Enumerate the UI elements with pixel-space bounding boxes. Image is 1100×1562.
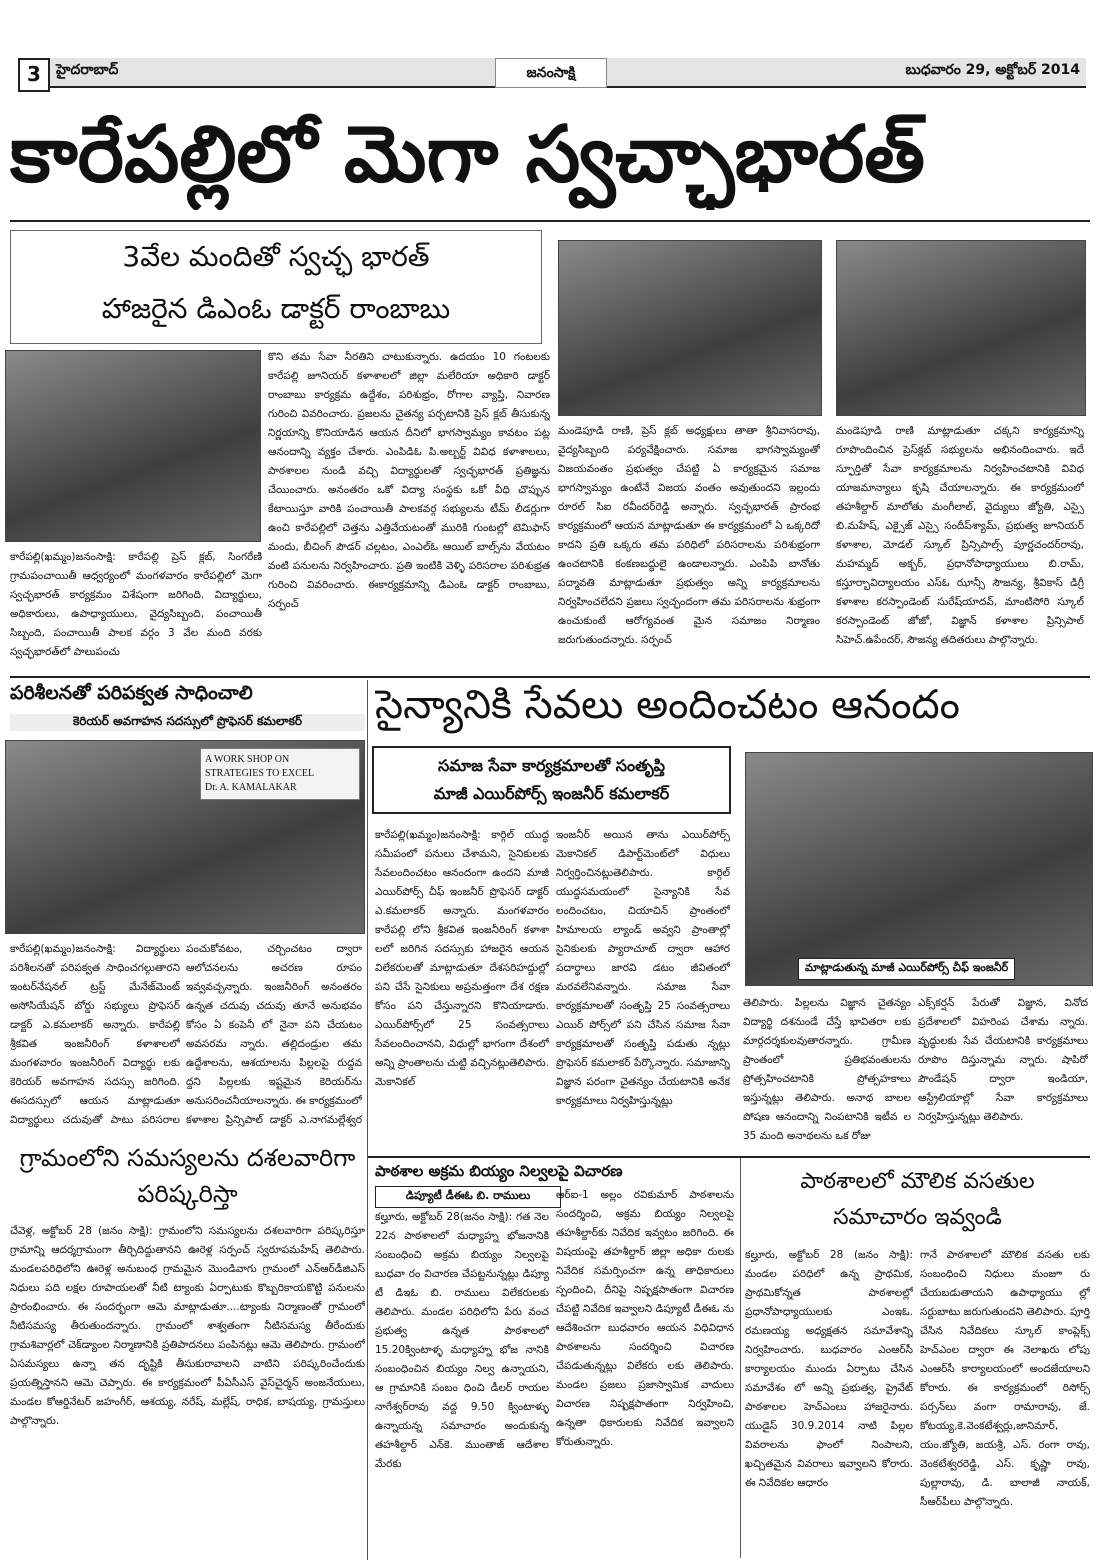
story2-column-2: పంచుకోవటం, చర్చించటం ద్వారా ఆలోచనలను అచరణ రూపం ఇవ్వవచ్చన్నారు. ఇంజనీరింగ్ అనంతరం ఉన్నత చదువు చదువు తూనే అనుభవం కోసం ఏ కంపెనీ లో నైనా పని చేయటం అవసరమ న్నారు. తల్లిదండ్రుల తమ ఉద్దేశాలను, ఆశయాలను పిల్లలపై రుద్దవ ద్దని పిల్లలకు ఇష్టమైన కెరియర్‌ను అనుసరించనీయాలన్నారు. ఈ కార్యక్రమంలో కళాశాల ప్రిన్సిపాల్ డాక్టర్ ఎ.నాగమల్లేశ్వర bbox=[186, 943, 362, 1126]
story5-headline: పాఠశాల అక్రమ బియ్యం నిల్వలపై విచారణ bbox=[375, 1162, 623, 1180]
pledge-photo bbox=[5, 350, 261, 542]
lead-column-2: కొని తమ సేవా నీరతిని చాటుకున్నారు. ఉదయం 10 గంటలకు కారేపల్లి జూనియర్ కళాశాలలో జిల్లా మలేరియా అధికారి డాక్టర్ రాంబాబు కార్యక్రమ ఉద్దేశం, పరిశుభ్రం, రోగాల వ్యాప్తి, నివారణ గురించి వివరించారు. ప్రజలను చైతన్య పర్చటానికి ప్రెస్ క్లబ్ తీసుకున్న నిర్ణయాన్ని కొనియాడిన ఆయన దీనిలో భాగస్వామ్యం కావటం పట్ల ఆనందాన్ని వ్యక్తం చేశారు. ఎంపిడిఓ పి.అల్బర్ట్ వివిధ కళాశాలలు, పాఠశాలల నుండి వచ్చి విద్యార్థులతో స్వచ్ఛభారత్ ప్రతిజ్ఞను చేయించారు. అనంతరం ఒకో విద్యా సంస్థకు ఒకో వీధి చొప్పున కేటాయిస్తూ వారికి పంచాయితీ పాలకవర్గ సభ్యులను టీమ్ లీడర్లుగా ఉంచి కారేపల్లిలో చెత్తను ఎత్తివేయటంతో మురికి గుంటల్లో టెమిఫాస్ మందు, బీచింగ్ పౌడర్ చల్లటం, ఎంఎల్‌ఓ ఆయిల్ బాల్స్‌ను వేయటం వంటి పనులను నిర్వహించారు. ప్రతి ఇంటికి వెళ్ళి పరిసరాల పరిశుభ్రత గురించి వివరించారు. ఈకార్యక్రమాన్ని డిఎంఓ డాక్టర్ రాంబాబు, సర్పంచ్ bbox=[268, 351, 550, 610]
story2-column-1: కారేపల్లి(ఖమ్మం)జనంసాక్షి: విద్యార్థులు పరిశీలనతో పరిపక్వత సాధించగల్గుతారని ఇంటర్‌నేషనల్ ట్రస్ట్ మేనేజ్‌మెంట్ అసోసియేషన్ బోర్డు సభ్యులు ప్రొఫెసర్ డాక్టర్ ఎ.కమలాకర్ అన్నారు. కారేపల్లి శ్రీకవిత ఇంజనీరింగ్ కళాశాలలో మంగళవారం ఇంజనీరింగ్ విద్యార్థు లకు కెరియర్ అవగాహన సదస్సు జరిగింది. ఈసదస్సులో ఆయన మాట్లాడుతూ విద్యార్థులు చదువుతో పాటు పరిసరాల bbox=[10, 943, 180, 1126]
banner-line-1: A WORK SHOP ON bbox=[205, 754, 290, 765]
lead-column-3: మండెపూడి రాణి, ప్రెస్ క్లబ్ అధ్యక్షులు తాతా శ్రీనివాసరావు, వైద్యసిబ్బంది పర్యవేక్షించారు. సమాజ భాగస్వామ్యంతో విజయవంతం ప్రభుత్వం చేపట్టి ఏ కార్యక్రమైన సమాజ భాగస్వామ్యం ఉంటేనే విజయ వంతం అవుతుందని ఇల్లందు రూరల్ సిఐ రవీందర్‌రెడ్డి అన్నారు. స్వచ్ఛభారత్ ప్రారంభ కార్యక్రమంలో ఆయన మాట్లాడుతూ ఈ కార్యక్రమంలో ఏ ఒక్కరిదో కాదని ప్రతి ఒక్కరు తమ పరిధిలో పరిసరాలను పరిశుభ్రంగా ఉంచటానికి కంకణబద్ధులై ఉండాలన్నారు. ఎంపిపి బానోతు పద్మావతి మాట్లాడుతూ ప్రభుత్వం అన్ని కార్యక్రమాలను నిర్వహించలేదని ప్రజలు స్వచ్ఛందంగా తమ పరిసరాలను శుభ్రంగా ఉంచుకుంటే ఆరోగ్యవంత మైన సమాజం నిర్మాణం జరుగుతుందన్నారు. సర్పంచ్ bbox=[558, 425, 820, 646]
kamalakar-photo bbox=[745, 752, 1093, 986]
story6-headline-line1: పాఠశాలలో మౌలిక వసతుల bbox=[800, 1169, 1035, 1194]
paper-logo: జనంసాక్షి bbox=[495, 58, 607, 88]
column-rule bbox=[367, 680, 368, 1560]
story3-subhead-box bbox=[372, 746, 731, 814]
banner-line-3: Dr. A. KAMALAKAR bbox=[205, 782, 297, 793]
banner-line-2: STRATEGIES TO EXCEL bbox=[205, 768, 315, 779]
lead-subhead-line2: హాజరైన డిఎంఓ డాక్టర్ రాంబాబు bbox=[101, 292, 451, 325]
story3-subhead-line2: మాజీ ఎయిర్‌పోర్స్ ఇంజనీర్ కమలాకర్ bbox=[433, 784, 670, 803]
story6-column-2: గానే పాఠశాలలో మౌలిక వసతు లకు సంబంధించి నిధులు మంజూ రు చేయబడుతాయని ఉపాధ్యాయు ల్లో సర్దుబాటు జరుగుతుందని తెలిపారు. పూర్తి చేసిన నివేదికలు స్కూల్ కాంప్లెక్స్ హెచ్‌ఎంల ద్వారా ఈ నెలాఖరు లోపు ఎంఆర్‌సీ కార్యాలయంలో అందజేయాలని కోరారు. ఈ కార్యక్రమంలో రిసోర్స్ పర్సన్‌లు వంగా రామారావు, జే. కోటయ్య,కె.వెంకటేశ్వర్లు,జానిమార్, యం.జ్యోతి, జయశ్రీ, ఎస్. రంగా రావు, వెంకటేశ్వరరెడ్డి, ఎస్. కృష్ణా రావు, పుల్లారావు, డి. బాలాజీ నాయక్, సీఆర్‌పీలు పాల్గొన్నారు. bbox=[920, 1249, 1090, 1508]
divider bbox=[10, 676, 1090, 678]
divider bbox=[10, 220, 1090, 222]
story2-subhead: కెరియర్ అవగాహన సదస్సులో ప్రొఫెసర్ కమలాకర్ bbox=[10, 714, 365, 731]
page-number: 3 bbox=[18, 58, 50, 92]
divider bbox=[368, 1156, 1090, 1158]
cleaning-photo bbox=[836, 240, 1086, 416]
story6-column-1: కల్హూరు, అక్టోబర్ 28 (జనం సాక్షి): మండల పరిధిలో ఉన్న ప్రాథమిక, ప్రాథమికోన్నత పాఠశాలల్లో ప్రధానోపాధ్యాయులకు ఎంఇఓ. రమణయ్య అధ్యక్షతన సమావేశాన్ని నిర్వహించారు. బుధవారం ఎంఆర్‌సీ కార్యాలయం ముందు ఏర్పాటు చేసిన సమావేశం లో అన్ని ప్రభుత్వ, ప్రైవేట్ పాఠశాలల హెచ్‌ఎంలు హాజరైనారు. యుడైస్ 30.9.2014 నాటి పిల్లల వివరాలను ఫాంలో నింపాలని, ఖచ్చితమైన వివరాలు ఇవ్వాలని కోరారు. ఈ నివేదికల ఆధారం bbox=[745, 1249, 913, 1489]
story6-headline-line2: సమాచారం ఇవ్వండి bbox=[833, 1205, 1002, 1230]
workshop-banner bbox=[200, 748, 360, 800]
lead-subhead-box bbox=[10, 230, 542, 344]
story6-headline bbox=[745, 1164, 1090, 1236]
lead-subhead-line1: 3వేల మందితో స్వచ్ఛ భారత్ bbox=[122, 240, 430, 273]
story3-column-3: తెలిపారు. పిల్లలను విజ్ఞాన చైతన్యం విద్యార్థి దశనుండే చేస్తే భావితరా లకు మార్గదర్శకులవుతారన్నారు. గ్రామీణ ప్రాంతంలో ప్రతిభవంతులను ప్రోత్సహించటానికి ప్రోత్సహకాలు ఇస్తున్నట్లు తెలిపారు. అనాథ బాలల పోషణ ఆనందాన్ని నింపటానికి ఇటీవ ల 35 మంది అనాథలను ఒక రోజు bbox=[743, 997, 911, 1142]
story2-headline: పరిశీలనతో పరిపక్వత సాధించాలి bbox=[10, 682, 253, 704]
column-rule bbox=[740, 1158, 741, 1558]
story3-column-2: ఇంజనీర్ అయిన తాను ఎయిర్‌పోర్స్ మెకానికల్ డిపార్ట్‌మెంట్‌లో విధులు నిర్వర్తించినట్లుతెలిపారు. కార్గిల్ యుద్ధసమయంలో సైన్యానికి సేవ లందించటం, చియాచిన్ ప్రాంతంలో హిమాలయ ల్యాండ్ అవ్వని ప్రాంతాల్లో సైనికులకు ప్యారాచూట్ ద్వారా ఆహార పదార్థాలు జారవి డటం జీవితంలో మరవలేనివన్నారు. సమాజ సేవా కార్యక్రమాలతో సంతృప్తి 25 సంవత్సరాలు ఎయిర్ పోర్స్‌లో పని చేసిన సమాజ సేవా కార్యక్రమాలతో సంతృప్తి పడుతు న్నట్లు ప్రొఫెసర్ కమలాకర్ పేర్కొన్నారు. సమాజాన్ని విజ్ఞాన పరంగా చైతన్యం చేయటానికి అనేక కార్యక్రమాలు నిర్వహిస్తున్నట్లు bbox=[556, 829, 730, 1107]
issue-date: బుధవారం 29, అక్టోబర్ 2014 bbox=[905, 62, 1080, 78]
story3-column-1: కారేపల్లి(ఖమ్మం)జనంసాక్షి: కార్గిల్ యుద్ధ సమీపంలో పనులు చేశామని, సైనికులకు సేవలందించటం ఆనందంగా ఉందని మాజీ ఎయిర్‌పోర్స్ చీఫ్ ఇంజనీర్ ప్రొఫెసర్ డాక్టర్ ఎ.కమలాకర్ అన్నారు. మంగళవారం కారేపల్లి లోని శ్రీకవిత ఇంజనీరింగ్ కళాశా లలో జరిగిన సదస్సుకు హాజరైన ఆయన విలేకరులతో మాట్లాడుతూ దేశసరిహద్దుల్లో పని చేసే సైనికులు అప్రమత్తంగా దేశ ర‌క్షణ కోసం పని చేస్తున్నారని కొనియాడారు. ఎయిర్‌పోర్స్‌లో 25 సంవత్సరాలు సేవలందించానని, విధుల్లో భాగంగా దేశంలో అన్ని ప్రాంతాలను చుట్టి వచ్చినట్లుతెలిపారు. మెకానికల్ bbox=[375, 829, 549, 1088]
city-label: హైదరాబాద్ bbox=[56, 62, 119, 78]
photo-caption: మాట్లాడుతున్న మాజీ ఎయిర్‌పోర్స్ చీఫ్ ఇంజనీర్ bbox=[798, 958, 1015, 980]
lead-column-1: కారేపల్లి(ఖమ్మం)జనంసాక్షి: కారేపల్లి ప్రెస్ క్లబ్, సింగరేణి గ్రామపంచాయితీ ఆధ్వర్యంలో మంగళవారం కారేపల్లిలో మెగా స్వచ్ఛభారత్ కార్యక్రమం విశేషంగా జరిగింది. విద్యార్థులు, అధికారులు, ఉపాధ్యాయులు, వైద్యసిబ్బంది, పంచాయితీ సిబ్బంది, పంచాయితీ పాలక వర్గం 3 వేల మంది వరకు స్వచ్ఛభారత్‌లో పాలుపంచు bbox=[10, 551, 262, 658]
story5-column-1: కల్హూరు, అక్టోబర్ 28(జనం సాక్షి): గత నెల 22న పాఠశాలలో మధ్యాహ్న భోజనానికి సంబంధించి అక్రమ బియ్యం నిల్వలపై బుధవా రం విచారణ చేపట్టనున్నట్లు డిప్యూ టీ డిఇఓ బి. రాములు విలేకరులకు తెలిపారు. మండల పరిధిలోని పేరు వంచ ప్రభుత్వ ఉన్నత పాఠశాలలో 15.20క్వింటాళ్ళ మధ్యాహ్న భోజ నానికి సంబంధించిన బియ్యం నిల్వ ఉన్నాయని, ఆ గ్రామానికి సంబం ధించి డీలర్ రాయల నాగేశ్వర్‌రావు వద్ద 9.50 క్వింటాళ్ళు ఉన్నాయన్న సమాచారం అందుకున్న తహశీల్దార్ ఎన్‌కె. ముంతాజ్ ఆదేశాల మేరకు bbox=[375, 1211, 549, 1470]
story3-headline: సైన్యానికి సేవలు అందించటం ఆనందం bbox=[375, 682, 960, 728]
lead-column-4: మండెపూడి రాణి మాట్లాడుతూ చక్కని కార్యక్రమాన్ని రూపొందించిన ప్రెస్‌క్లబ్ సభ్యులను అభినందించారు. ఇదే స్ఫూర్తితో సేవా కార్యక్రమాలను నిర్వహించటానికి వివిధ యాజమాన్యాలు కృషి చేయాలన్నారు. ఈ కార్యక్రమంలో తహశీల్దార్ మాలోతు మంగీలాల్, వైద్యులు జ్యోతి, ఎస్సై బి.మహేష్, ఎక్సైజ్ ఎస్సై సందీప్‌శ్యామ్, ప్రభుత్వ జూనియర్ కళాశాల, మోడల్ స్కూల్ ప్రిన్సిపాల్స్ పూర్ణచందర్‌రావు, మహమ్మద్ అక్బర్, ప్రధానోపాధ్యాయులు బి.రామ్, కస్తూర్బావిద్యాలయం ఎస్‌ఓ ఝాన్సీ సౌజన్య, శ్రీవికాస్ డిగ్రీ కళాశాల కరస్పాండెంట్ సురేష్‌యాదవ్, మాంటిసోరి స్కూల్ కరస్పాండెంట్ జోజో, విజ్ఞాన్ కళాశాల ప్రిన్సిపాల్ సిహెచ్.ఉపేందర్, సౌజన్య తదితరులు పాల్గొన్నారు. bbox=[836, 425, 1084, 646]
lead-headline: కారేపల్లిలో మెగా స్వచ్ఛాభారత్ bbox=[10, 110, 925, 200]
story4-headline: గ్రామంలోని సమస్యలను దశలవారిగా పరిష్కరిస్తా bbox=[19, 1144, 356, 1208]
rally-photo bbox=[558, 240, 822, 416]
story4-body: చేవెళ్ల, అక్టోబర్ 28 (జనం సాక్షి): గ్రామంలోని సమస్యలను దశలవారిగా పరిష్కరిస్తూ గ్రామాన్ని ఆదర్శగ్రామంగా తీర్చిదిద్దుతానని ఊరెళ్ల సర్పంచ్ స్వరూపమహేష్ తెలిపారు. మండలపరిధిలోని ఊరెళ్ల అనుబంధ గ్రామమైన మొండివాగు గ్రామంలో ఎన్‌ఆర్‌డీజిఎస్ నిధులు పది లక్షల రూపాయలతో నీటి ట్యాంకు ఏర్పాటుకు కొబ్బరికాయకొట్టి పనులను ప్రారంభించారు. ఈ సందర్భంగా ఆమె మాట్లాడుతూ....ట్యాంకు నిర్మాణంతో గ్రామంలో నీటిసమస్య తీరుతుందన్నారు. గ్రామంలో శాశ్వతంగా నీటిసమస్య తీరేందుకు గ్రామశివార్లలో చెక్‌డ్యాంల నిర్మాణానికి ప్రతిపాదనలు పంపినట్లు ఆమె తెలిపారు. గ్రామంలో ఏసమస్యలు ఉన్నా తన దృష్టికి తీసుకురావాలని వాటిని పరిష్కరించేందుకు ప్రయత్నిస్తానని ఆమె చెప్పారు. ఈ కార్యక్రమంలో పీఏసీఎస్ వైస్‌చైర్మన్ అంజనేయులు, మండల కోఆర్డినేటర్ జహంగీర్, ఆశయ్య, నరేష్, మల్లేష్, రాధిక, బాషయ్య, గ్రామస్తులు పాల్గొన్నారు. bbox=[10, 1225, 365, 1427]
story5-column-2: ఆర్‌ఐ-1 అల్లం రవికుమార్ పాఠశాలను సందర్శించి, అక్రమ బియ్యం నిల్వలపై తహశీల్దార్‌కు నివేదిక ఇవ్వటం జరిగింది. ఈ విషయంపై తహశీల్దార్ జిల్లా అధికా రులకు నివేదిక సమర్పించగా ఉన్న తాధికారులు స్పందించి, దీనిపై నిష్పక్షపాతంగా విచారణ చేపట్టి నివేదిక ఇవ్వాలని డిప్యూటీ డీఈఓ ను ఆదేశించగా బుధవారం ఆయన విధివిధాన పాఠశాలను సందర్శించి విచారణ చేపడుతున్నట్లు విలేకరు లకు తెలిపారు. మండల ప్రజలు ప్రజాస్వామిక వాదులు విచారణ నిష్పక్షపాతంగా నిర్వహించి, ఉన్నతా ధికారులకు నివేదిక ఇవ్వాలని కోరుతున్నారు. bbox=[556, 1189, 734, 1448]
story3-subhead-line1: సమాజ సేవా కార్యక్రమాలతో సంతృప్తి bbox=[438, 756, 665, 775]
story3-column-4: ఎక్స్‌కర్షన్ పేరుతో విజ్ఞాన, వినోద ప్రదేశాలలో విహరింప చేశామ న్నారు. వృద్ధులకు సేవ చేయటానికి కార్యక్రమాలు రూపొం దిస్తున్నామ న్నారు. షాపిరో పౌండేషన్ ద్వారా ఇండియా, ఆస్ట్రేలియాల్లో సేవా కార్యక్రమాలు నిర్వహిస్తున్నట్లు తెలిపారు. bbox=[918, 997, 1088, 1123]
story5-caption: డిప్యూటీ డీఈఓ బి. రాములు bbox=[375, 1186, 561, 1208]
